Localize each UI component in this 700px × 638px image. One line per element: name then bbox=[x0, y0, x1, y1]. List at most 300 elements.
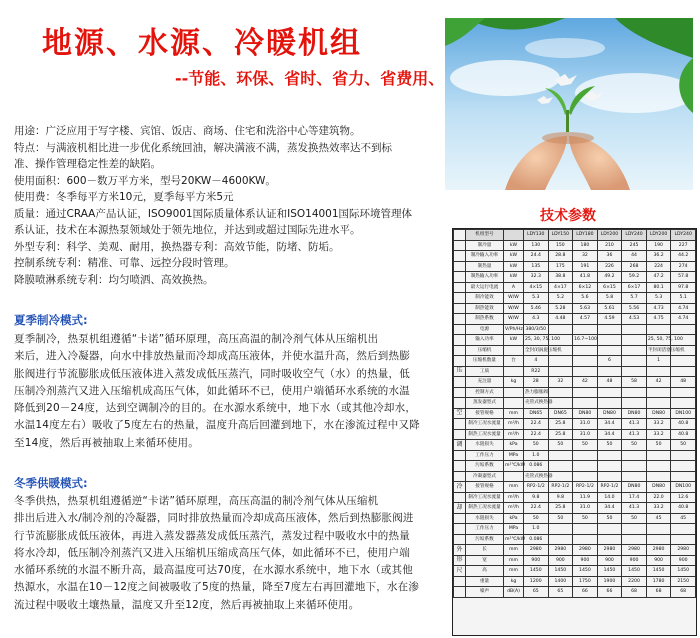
spec-group-label bbox=[454, 387, 466, 398]
spec-cell: 1780 bbox=[646, 576, 671, 587]
spec-cell: 25.8 bbox=[548, 419, 573, 430]
spec-group-label bbox=[454, 324, 466, 335]
spec-group-label: 却 bbox=[454, 503, 466, 514]
spec-cell: 28 bbox=[524, 377, 549, 388]
spec-cell: 59.2 bbox=[622, 272, 647, 283]
spec-cell: R22 bbox=[524, 366, 549, 377]
spec-cell: 40.8 bbox=[671, 419, 696, 430]
spec-group-label bbox=[454, 429, 466, 440]
spec-cell: 5.56 bbox=[622, 303, 647, 314]
spec-row bbox=[454, 366, 696, 377]
spec-cell: 68 bbox=[646, 587, 671, 598]
spec-cell: 65 bbox=[548, 587, 573, 598]
spec-cell: 4.59 bbox=[597, 314, 622, 325]
spec-cell: DN80 bbox=[597, 408, 622, 419]
spec-param-name: 工质 bbox=[466, 366, 504, 377]
spec-cell bbox=[548, 324, 573, 335]
spec-row bbox=[454, 492, 696, 503]
spec-cell: 45 bbox=[646, 513, 671, 524]
spec-cell: 900 bbox=[622, 555, 647, 566]
spec-cell: 半封闭活塞压缩机 bbox=[646, 345, 671, 356]
spec-cell: 150 bbox=[548, 240, 573, 251]
spec-cell: 4.57 bbox=[573, 314, 598, 325]
spec-param-name: 机组型号 bbox=[466, 230, 504, 241]
spec-group-label: 外 bbox=[454, 545, 466, 556]
winter-line: 将水冷却，低压制冷剂蒸汽又进入压缩机压缩成高压气体，如此循环不已，使用户端 bbox=[14, 546, 410, 559]
feature-line: 控制系统专利：精准、可靠、远控分段时管理。 bbox=[14, 257, 235, 269]
spec-cell: 5.61 bbox=[597, 303, 622, 314]
spec-cell bbox=[573, 450, 598, 461]
spec-cell: 40.8 bbox=[671, 503, 696, 514]
spec-cell bbox=[597, 534, 622, 545]
spec-cell: 31.0 bbox=[573, 419, 598, 430]
spec-group-label bbox=[454, 471, 466, 482]
spec-unit: kW bbox=[504, 261, 524, 272]
spec-cell: 22.4 bbox=[524, 429, 549, 440]
spec-row bbox=[454, 303, 696, 314]
spec-cell: 38.8 bbox=[548, 272, 573, 283]
spec-group-label: 形 bbox=[454, 555, 466, 566]
spec-cell bbox=[597, 398, 622, 409]
spec-cell bbox=[573, 324, 598, 335]
spec-param-name: 控制方式 bbox=[466, 387, 504, 398]
spec-row bbox=[454, 555, 696, 566]
spec-cell: 50 bbox=[548, 513, 573, 524]
spec-row bbox=[454, 576, 696, 587]
spec-row bbox=[454, 482, 696, 493]
spec-unit: kW bbox=[504, 272, 524, 283]
spec-cell bbox=[573, 387, 598, 398]
spec-cell: 1450 bbox=[548, 566, 573, 577]
spec-cell bbox=[573, 524, 598, 535]
winter-section-title: 冬季供暖模式: bbox=[14, 476, 88, 490]
spec-cell: 32.3 bbox=[524, 272, 549, 283]
spec-param-name: 重量 bbox=[466, 576, 504, 587]
spec-cell: 45 bbox=[671, 513, 696, 524]
spec-cell: 1 bbox=[646, 356, 671, 367]
spec-cell: 4×15 bbox=[524, 282, 549, 293]
spec-cell bbox=[671, 356, 696, 367]
spec-cell: 50 bbox=[597, 440, 622, 451]
spec-unit bbox=[504, 387, 524, 398]
spec-cell: 50 bbox=[671, 440, 696, 451]
spec-cell bbox=[622, 335, 647, 346]
spec-group-label bbox=[454, 534, 466, 545]
spec-param-name: 制热量 bbox=[466, 261, 504, 272]
spec-unit: V/Ph/Hz bbox=[504, 324, 524, 335]
spec-cell: 2980 bbox=[671, 545, 696, 556]
hero-illustration bbox=[445, 18, 693, 190]
spec-group-label bbox=[454, 419, 466, 430]
spec-cell: 50 bbox=[548, 440, 573, 451]
spec-cell: 130 bbox=[524, 240, 549, 251]
spec-cell: 900 bbox=[524, 555, 549, 566]
spec-cell: 4.48 bbox=[548, 314, 573, 325]
spec-cell: 5.1 bbox=[671, 293, 696, 304]
spec-cell bbox=[646, 324, 671, 335]
spec-cell: 33.2 bbox=[646, 419, 671, 430]
spec-cell bbox=[622, 366, 647, 377]
spec-cell bbox=[646, 471, 671, 482]
spec-cell: LDY240 bbox=[671, 230, 696, 241]
spec-cell: LDY240 bbox=[622, 230, 647, 241]
spec-param-name: 工作压力 bbox=[466, 524, 504, 535]
spec-cell: 58 bbox=[622, 377, 647, 388]
spec-cell: RP2-1/2 bbox=[524, 482, 549, 493]
summer-line: 至14度，然后再被抽取上来循环使用。 bbox=[14, 436, 199, 449]
spec-cell: 0.086 bbox=[524, 534, 549, 545]
spec-cell: 22.0 bbox=[646, 492, 671, 503]
spec-row bbox=[454, 534, 696, 545]
spec-cell: 135 bbox=[524, 261, 549, 272]
spec-param-name: 宽 bbox=[466, 555, 504, 566]
spec-cell: 4 bbox=[524, 356, 549, 367]
spec-cell: 44 bbox=[622, 251, 647, 262]
spec-cell: 97.8 bbox=[671, 282, 696, 293]
spec-cell bbox=[622, 534, 647, 545]
summer-paragraph bbox=[14, 331, 436, 452]
feature-line: 使用面积：600－数万平方米，型号20KW－4600KW。 bbox=[14, 174, 276, 187]
feature-line: 准、操作管理稳定性差的缺陷。 bbox=[14, 158, 161, 170]
spec-unit bbox=[504, 471, 524, 482]
spec-cell: 80.1 bbox=[646, 282, 671, 293]
spec-row bbox=[454, 345, 696, 356]
features-list bbox=[14, 123, 434, 288]
spec-cell: 2980 bbox=[646, 545, 671, 556]
spec-cell: 0.086 bbox=[524, 461, 549, 472]
spec-cell: DN80 bbox=[622, 408, 647, 419]
spec-unit: kW bbox=[504, 251, 524, 262]
spec-cell: 6×17 bbox=[622, 282, 647, 293]
spec-cell: 25.8 bbox=[548, 503, 573, 514]
spec-unit: m²℃/kW bbox=[504, 461, 524, 472]
spec-cell: 5.3 bbox=[524, 293, 549, 304]
spec-cell: 68 bbox=[622, 587, 647, 598]
spec-unit: m³/h bbox=[504, 503, 524, 514]
spec-row bbox=[454, 545, 696, 556]
spec-cell bbox=[573, 534, 598, 545]
spec-group-label bbox=[454, 293, 466, 304]
spec-cell: 227 bbox=[671, 240, 696, 251]
spec-cell: 1450 bbox=[646, 566, 671, 577]
spec-cell: 31.0 bbox=[573, 429, 598, 440]
spec-cell: 40.8 bbox=[671, 429, 696, 440]
spec-param-name: 水阻损失 bbox=[466, 513, 504, 524]
spec-param-name: 电源 bbox=[466, 324, 504, 335]
spec-cell bbox=[597, 387, 622, 398]
spec-cell: 66 bbox=[597, 587, 622, 598]
spec-cell: DN80 bbox=[646, 482, 671, 493]
spec-row bbox=[454, 272, 696, 283]
spec-cell: 1.0 bbox=[524, 524, 549, 535]
spec-unit bbox=[504, 398, 524, 409]
spec-cell bbox=[671, 324, 696, 335]
spec-cell: 34.4 bbox=[597, 429, 622, 440]
spec-cell: 壳管式换热器 bbox=[524, 398, 549, 409]
spec-row bbox=[454, 335, 696, 346]
spec-unit: mm bbox=[504, 545, 524, 556]
spec-cell: 41.3 bbox=[622, 419, 647, 430]
spec-param-name: 接管规格 bbox=[466, 482, 504, 493]
spec-cell bbox=[622, 324, 647, 335]
spec-cell: 6 bbox=[597, 356, 622, 367]
spec-param-name: 最大运行电流 bbox=[466, 282, 504, 293]
spec-row bbox=[454, 566, 696, 577]
spec-cell bbox=[671, 461, 696, 472]
spec-cell: 57.8 bbox=[671, 272, 696, 283]
spec-cell bbox=[622, 387, 647, 398]
spec-cell bbox=[671, 366, 696, 377]
spec-cell: 50 bbox=[524, 513, 549, 524]
spec-param-name: 压缩机 bbox=[466, 345, 504, 356]
spec-cell bbox=[597, 524, 622, 535]
spec-group-label: 空 bbox=[454, 408, 466, 419]
page-subtitle: --节能、环保、省时、省力、省费用、 bbox=[175, 69, 445, 88]
spec-cell: 49.2 bbox=[597, 272, 622, 283]
spec-cell: 4.3 bbox=[524, 314, 549, 325]
spec-row bbox=[454, 293, 696, 304]
spec-cell: 9.8 bbox=[524, 492, 549, 503]
spec-row bbox=[454, 524, 696, 535]
spec-cell: 50 bbox=[622, 513, 647, 524]
spec-cell: 41.3 bbox=[622, 429, 647, 440]
spec-row bbox=[454, 387, 696, 398]
spec-cell: 22.4 bbox=[524, 503, 549, 514]
spec-param-name: 制热工况水流量 bbox=[466, 429, 504, 440]
spec-cell: 5.63 bbox=[573, 303, 598, 314]
spec-cell bbox=[622, 356, 647, 367]
spec-row bbox=[454, 461, 696, 472]
spec-row bbox=[454, 429, 696, 440]
spec-group-label bbox=[454, 272, 466, 283]
spec-cell: 9.8 bbox=[548, 492, 573, 503]
spec-unit: A bbox=[504, 282, 524, 293]
summer-section-title: 夏季制冷模式: bbox=[14, 313, 88, 327]
spec-cell: 1.0 bbox=[524, 450, 549, 461]
spec-unit bbox=[504, 366, 524, 377]
spec-cell: 壳管式换热器 bbox=[524, 471, 549, 482]
spec-cell: 33.2 bbox=[646, 429, 671, 440]
summer-line: 来后，进入冷凝器，向水中排放热量而冷却成高压液体，并使水温升高，然后到热膨 bbox=[14, 350, 410, 363]
spec-unit: W/W bbox=[504, 314, 524, 325]
spec-cell: 50 bbox=[646, 440, 671, 451]
spec-cell bbox=[597, 450, 622, 461]
spec-cell: 22.4 bbox=[524, 419, 549, 430]
winter-line: 水循环系统的水温不断升高，最高温度可达70度，在水源水系统中，地下水（或其他 bbox=[14, 564, 413, 577]
spec-cell: 180 bbox=[573, 240, 598, 251]
spec-cell: DN65 bbox=[548, 408, 573, 419]
spec-cell: DN65 bbox=[524, 408, 549, 419]
winter-paragraph bbox=[14, 493, 436, 614]
spec-group-label: 压 bbox=[454, 366, 466, 377]
spec-cell bbox=[646, 461, 671, 472]
spec-param-name: 污垢系数 bbox=[466, 461, 504, 472]
spec-cell: 5.28 bbox=[548, 303, 573, 314]
spec-cell: 68 bbox=[671, 587, 696, 598]
spec-param-name: 输入功率 bbox=[466, 335, 504, 346]
spec-unit bbox=[504, 230, 524, 241]
spec-param-name: 制热系数 bbox=[466, 314, 504, 325]
spec-param-name: 水阻损失 bbox=[466, 440, 504, 451]
spec-param-name: 充注量 bbox=[466, 377, 504, 388]
spec-cell bbox=[597, 345, 622, 356]
spec-cell bbox=[548, 461, 573, 472]
spec-cell bbox=[597, 366, 622, 377]
spec-cell: 50 bbox=[597, 513, 622, 524]
spec-cell: 2980 bbox=[524, 545, 549, 556]
spec-cell: 900 bbox=[548, 555, 573, 566]
spec-cell: 全封闭涡旋压缩机 bbox=[524, 345, 549, 356]
spec-cell bbox=[646, 398, 671, 409]
feature-line: 特点：与满液机相比进一步优化系统回油，解决满液不满，蒸发换热效率达不到标 bbox=[14, 141, 392, 154]
spec-unit: MPa bbox=[504, 524, 524, 535]
spec-cell: LDY200 bbox=[597, 230, 622, 241]
spec-cell: 31.0 bbox=[573, 503, 598, 514]
winter-line: 排出后进入水/制冷剂的冷凝器，同时排放热量而冷却成高压液体，然后到热膨胀阀进 bbox=[14, 512, 414, 525]
spec-cell: 41.3 bbox=[622, 503, 647, 514]
spec-cell: 226 bbox=[597, 261, 622, 272]
spec-param-name: 制冷输入功率 bbox=[466, 251, 504, 262]
spec-cell bbox=[622, 524, 647, 535]
spec-group-label bbox=[454, 240, 466, 251]
spec-row bbox=[454, 440, 696, 451]
spec-cell: 12.6 bbox=[671, 492, 696, 503]
spec-cell: 4.74 bbox=[671, 314, 696, 325]
spec-cell: 1750 bbox=[573, 576, 598, 587]
tech-spec-title: 技术参数 bbox=[540, 208, 596, 224]
spec-cell bbox=[646, 450, 671, 461]
spec-unit: m²℃/kW bbox=[504, 534, 524, 545]
spec-cell: 1450 bbox=[597, 566, 622, 577]
spec-row bbox=[454, 587, 696, 598]
spec-group-label bbox=[454, 356, 466, 367]
spec-cell bbox=[671, 524, 696, 535]
summer-line: 水温14度左右）吸收了5度左右的热量，温度升高后回灌到地下，水在渗流过程中又降 bbox=[14, 419, 420, 432]
spec-param-name: 制热输入功率 bbox=[466, 272, 504, 283]
spec-cell: 32 bbox=[548, 377, 573, 388]
spec-param-name: 制热能效 bbox=[466, 303, 504, 314]
spec-cell: 6×15 bbox=[597, 282, 622, 293]
spec-cell: 900 bbox=[597, 555, 622, 566]
spec-param-name: 制冷能效 bbox=[466, 293, 504, 304]
spec-group-label bbox=[454, 303, 466, 314]
spec-group-label bbox=[454, 576, 466, 587]
spec-cell: 25, 50, 75, 100 bbox=[646, 335, 671, 346]
spec-cell: 33.2 bbox=[646, 503, 671, 514]
spec-cell: 34.4 bbox=[597, 419, 622, 430]
spec-cell: 42 bbox=[573, 377, 598, 388]
spec-unit: MPa bbox=[504, 450, 524, 461]
spec-group-label: 调 bbox=[454, 440, 466, 451]
spec-cell bbox=[622, 398, 647, 409]
spec-cell: 48 bbox=[597, 377, 622, 388]
spec-param-name: 工作压力 bbox=[466, 450, 504, 461]
spec-cell: 42 bbox=[646, 377, 671, 388]
spec-cell: 1450 bbox=[622, 566, 647, 577]
spec-cell: 热力膨胀阀 bbox=[524, 387, 549, 398]
spec-cell bbox=[646, 534, 671, 545]
spec-param-name: 长 bbox=[466, 545, 504, 556]
spec-param-name: 污垢系数 bbox=[466, 534, 504, 545]
winter-line: 流过程中吸收土壤热量，温度又升至12度，然后再被抽取上来循环使用。 bbox=[14, 598, 360, 611]
spec-cell bbox=[573, 356, 598, 367]
spec-group-label bbox=[454, 398, 466, 409]
spec-cell: 32 bbox=[573, 251, 598, 262]
summer-line: 胀阀进行节流膨胀成低压液体进入蒸发成低压蒸汽，同时吸收空气（水）的热量，低 bbox=[14, 367, 410, 380]
feature-line: 使用费：冬季每平方米10元，夏季每平方米5元 bbox=[14, 191, 234, 203]
spec-cell: 4.73 bbox=[646, 303, 671, 314]
spec-unit: kg bbox=[504, 377, 524, 388]
spec-cell: 5.6 bbox=[573, 293, 598, 304]
spec-cell: 175 bbox=[548, 261, 573, 272]
spec-param-name: 压缩机数量 bbox=[466, 356, 504, 367]
spec-cell: 5.2 bbox=[548, 293, 573, 304]
winter-line: 热源水，水温在10－12度之间被吸收了5度的热量，降至7度左右再回灌地下，水在渗 bbox=[14, 581, 420, 594]
spec-cell: 66 bbox=[573, 587, 598, 598]
spec-param-name: 制冷工况水流量 bbox=[466, 492, 504, 503]
spec-cell: 2980 bbox=[597, 545, 622, 556]
spec-cell bbox=[671, 534, 696, 545]
spec-cell: 1450 bbox=[573, 566, 598, 577]
spec-row bbox=[454, 251, 696, 262]
spec-cell: DN80 bbox=[622, 482, 647, 493]
spec-cell: 1450 bbox=[524, 566, 549, 577]
spec-cell: DN100 bbox=[671, 482, 696, 493]
spec-cell: 47.2 bbox=[646, 272, 671, 283]
spec-cell bbox=[548, 356, 573, 367]
spec-cell: 25, 30, 75, 100 bbox=[524, 335, 549, 346]
tech-spec-table bbox=[452, 228, 697, 636]
spec-cell bbox=[597, 335, 622, 346]
spec-cell: 50 bbox=[573, 513, 598, 524]
spec-cell bbox=[548, 450, 573, 461]
spec-param-name: 噪声 bbox=[466, 587, 504, 598]
hands-seedling-icon bbox=[445, 18, 693, 190]
spec-group-label bbox=[454, 450, 466, 461]
spec-cell: 224 bbox=[646, 261, 671, 272]
spec-cell bbox=[548, 387, 573, 398]
spec-param-name: 蒸发器型式 bbox=[466, 398, 504, 409]
spec-cell bbox=[597, 324, 622, 335]
spec-cell: 14.0 bbox=[597, 492, 622, 503]
spec-cell: 17.4 bbox=[622, 492, 647, 503]
spec-cell: 16.7~100 bbox=[573, 335, 598, 346]
spec-row bbox=[454, 503, 696, 514]
spec-cell bbox=[622, 345, 647, 356]
spec-cell bbox=[646, 387, 671, 398]
spec-param-name: 接管规格 bbox=[466, 408, 504, 419]
spec-unit: kPa bbox=[504, 440, 524, 451]
spec-cell bbox=[548, 534, 573, 545]
spec-cell: DN80 bbox=[646, 408, 671, 419]
spec-unit: W/W bbox=[504, 303, 524, 314]
spec-row bbox=[454, 377, 696, 388]
spec-cell bbox=[573, 398, 598, 409]
spec-cell: 1450 bbox=[671, 566, 696, 577]
spec-group-label bbox=[454, 314, 466, 325]
spec-cell: 4×17 bbox=[548, 282, 573, 293]
spec-cell bbox=[597, 461, 622, 472]
spec-unit: 台 bbox=[504, 356, 524, 367]
spec-unit: m³/h bbox=[504, 429, 524, 440]
spec-cell: 25.8 bbox=[548, 429, 573, 440]
spec-cell: 50 bbox=[622, 440, 647, 451]
spec-unit bbox=[504, 345, 524, 356]
spec-cell: 190 bbox=[646, 240, 671, 251]
spec-param-name: 制热工况水流量 bbox=[466, 503, 504, 514]
spec-cell bbox=[622, 461, 647, 472]
spec-cell: 245 bbox=[622, 240, 647, 251]
